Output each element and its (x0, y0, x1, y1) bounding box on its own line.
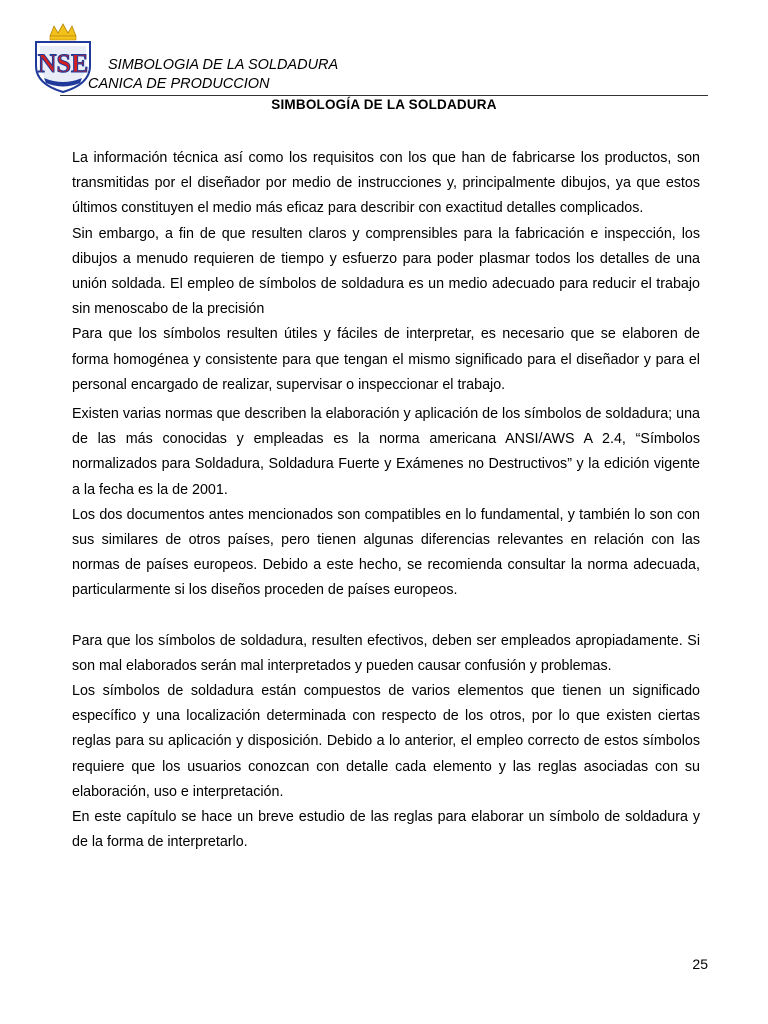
paragraph: Para que los símbolos resulten útiles y fáciles de interpretar, es necesario que se elaboren de forma homogénea y consistente para que tengan el mismo significado para el diseñador y para el personal encargado de realizar, supervisar o inspeccionar el trabajo. (72, 326, 700, 393)
paragraph: La información técnica así como los requisitos con los que han de fabricarse los productos, son transmitidas por el diseñador por medio de instrucciones y, principalmente dibujos, ya que estos últimos constituyen el medio más eficaz para describir con exactitud detalles complicados. (72, 150, 700, 217)
nse-logo (30, 22, 96, 94)
paragraph: En este capítulo se hace un breve estudio de las reglas para elaborar un símbolo de soldadura y de la forma de interpretarlo. (72, 809, 700, 851)
paragraph: Los dos documentos antes mencionados son compatibles en lo fundamental, y también lo son con sus similares de otros países, pero tienen algunas diferencias relevantes en relación con las normas de países europeos. Debido a este hecho, se recomienda consultar la norma adecuada, particularmente si los diseños proceden de países europeos. (72, 506, 700, 599)
header-title-line2: CANICA DE PRODUCCION (88, 76, 270, 92)
paragraph: Sin embargo, a fin de que resulten claros y comprensibles para la fabricación e inspección, los dibujos a menudo requieren de tiempo y esfuerzo para poder plasmar todos los detalles de una unión soldada. El empleo de símbolos de soldadura es un medio adecuado para reducir el trabajo sin menoscabo de la precisión (72, 225, 700, 318)
logo-text: NSE (37, 49, 89, 78)
document-body (72, 146, 700, 855)
header-divider (60, 95, 708, 96)
paragraph: Los símbolos de soldadura están compuestos de varios elementos que tienen un significado específico y una localización determinada con respecto de los otros, por lo que existen ciertas reglas para su aplicación y disposición. Debido a lo anterior, el empleo correcto de estos símbolos requiere que los usuarios conozcan con detalle cada elemento y las reglas asociadas con su elaboración, uso e interpretación. (72, 683, 700, 800)
header-title-line1: SIMBOLOGIA DE LA SOLDADURA (108, 57, 339, 73)
page-title: SIMBOLOGÍA DE LA SOLDADURA (271, 97, 497, 112)
paragraph: Para que los símbolos de soldadura, resulten efectivos, deben ser empleados apropiadamente. Si son mal elaborados serán mal interpretados y pueden causar confusión y problemas. (72, 632, 700, 674)
crowned-shield-logo-icon (30, 22, 96, 94)
page-number: 25 (692, 956, 708, 972)
paragraph: Existen varias normas que describen la elaboración y aplicación de los símbolos de soldadura; una de las más conocidas y empleadas es la norma americana ANSI/AWS A 2.4, “Símbolos normalizados para Soldadura, Soldadura Fuerte y Exámenes no Destructivos” y la edición vigente a la fecha es la de 2001. (72, 406, 700, 498)
